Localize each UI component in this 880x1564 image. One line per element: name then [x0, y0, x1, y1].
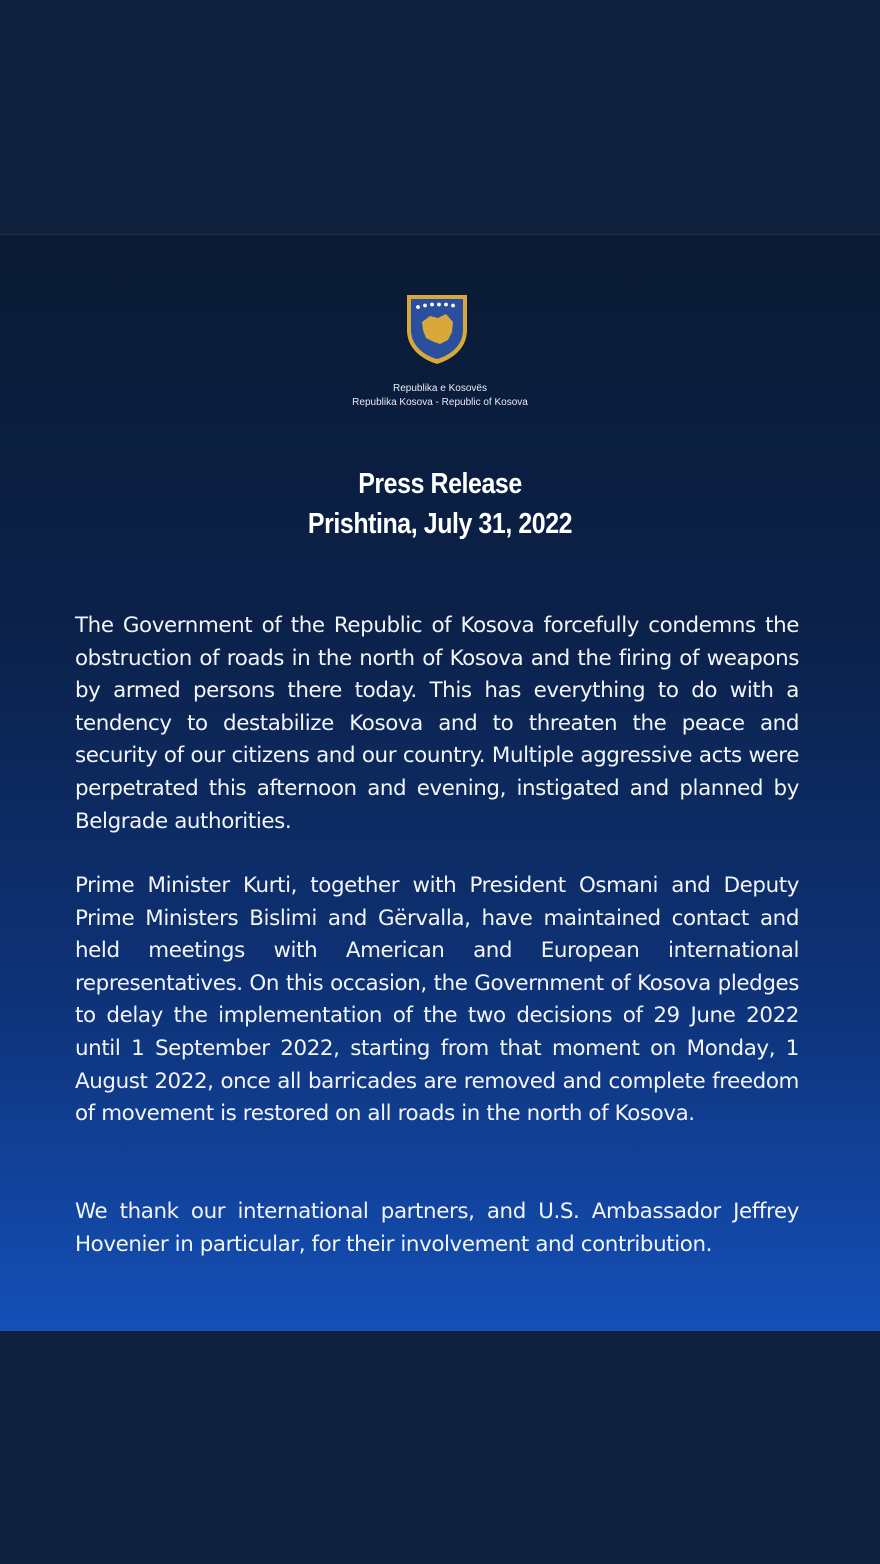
republic-name-line2: Republika Kosova - Republic of Kosova: [352, 397, 528, 408]
paragraph-3: We thank our international partners, and U.S. Ambassador Jeffrey Hovenier in particular, for their involvement and contribution.: [75, 1199, 799, 1257]
bottom-background-band: [0, 1331, 880, 1564]
press-release-title: Press Release: [358, 468, 522, 500]
paragraph-1: The Government of the Republic of Kosova forcefully condemns the obstruction of roads in the north of Kosova and the firing of weapons by armed persons there today. This has everything to do with a tendency to destabilize Kosova and to threaten the peace and security of our citizens and our country. Multiple aggressive acts were perpetrated this afternoon and evening, instigated and planned by Belgrade authorities.: [75, 613, 799, 834]
kosovo-coat-of-arms-icon: [404, 292, 470, 366]
republic-name-line1: Republika e Kosovës: [393, 383, 487, 394]
paragraph-2: Prime Minister Kurti, together with President Osmani and Deputy Prime Ministers Bislimi and Gërvalla, have maintained contact and held meetings with American and European international representatives. On this occasion, the Government of Kosova pledges to delay the implementation of the two decisions of 29 June 2022 until 1 September 2022, starting from that moment on Monday, 1 August 2022, once all barricades are removed and complete freedom of movement is restored on all roads in the north of Kosova.: [75, 873, 799, 1127]
top-background-band: [0, 0, 880, 234]
press-release-date: Prishtina, July 31, 2022: [307, 508, 573, 540]
